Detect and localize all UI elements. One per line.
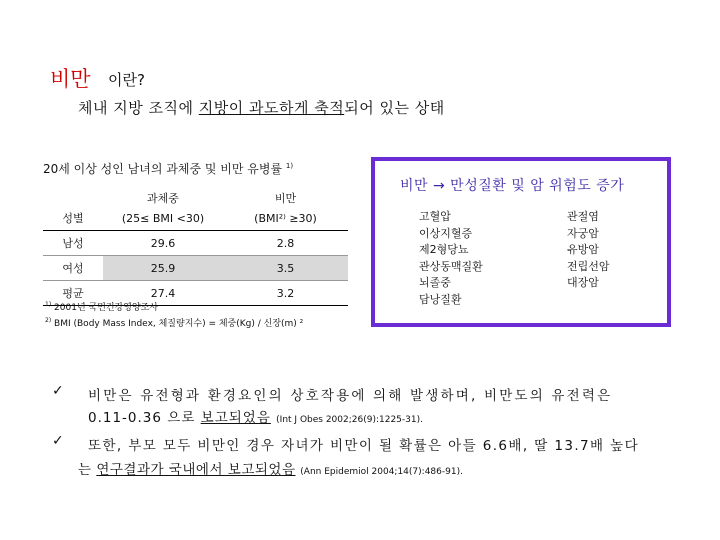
- citation: (Int J Obes 2002;26(9):1225-31).: [276, 415, 423, 425]
- risk-item: 관절염: [567, 210, 599, 223]
- footnote-mark: 1): [45, 301, 52, 308]
- definition-text-underlined: 지방이 과도하게 축적: [198, 99, 345, 117]
- risk-list-left: [419, 209, 483, 308]
- table-header-cell: (BMI²⁾ ≥30): [223, 206, 348, 231]
- risk-item: 유방암: [567, 243, 599, 256]
- footnote-text: BMI (Body Mass Index, 체질량지수) = 체중(Kg) / 신장(m) ²: [54, 319, 304, 329]
- risk-item: 대장암: [567, 276, 599, 289]
- table-caption-footnote-mark: 1): [285, 162, 294, 170]
- bullet-text: 0.11-0.36 으로: [88, 410, 201, 426]
- table-cell: 25.9: [103, 256, 223, 281]
- table-header-cell: 비만: [274, 192, 297, 205]
- risk-item: 자궁암: [567, 226, 599, 240]
- bullet-text-underlined: 보고되었음: [200, 410, 271, 426]
- table-header-cell: 성별: [43, 206, 103, 231]
- risk-item: 이상지혈증: [419, 226, 473, 240]
- risk-title: 비만 → 만성질환 및 암 위험도 증가: [400, 178, 625, 194]
- footnote: [45, 300, 158, 313]
- risk-list-right: [567, 209, 610, 292]
- citation: (Ann Epidemiol 2004;14(7):486-91).: [300, 467, 463, 477]
- table-cell: 3.2: [223, 281, 348, 306]
- bullet-line: 또한, 부모 모두 비만인 경우 자녀가 비만이 될 확률은 아들 6.6배, 딸 13.7배 높다: [88, 438, 640, 454]
- page-title: 비만: [50, 67, 91, 91]
- table-header-cell: (25≤ BMI <30): [103, 206, 223, 231]
- table-cell: 29.6: [103, 231, 223, 256]
- table-header-cell: [43, 182, 103, 206]
- table-row-label: 여성: [43, 256, 103, 281]
- prevalence-table: [43, 182, 348, 306]
- bullet-text-underlined: 연구결과가 국내에서 보고되었음: [96, 462, 296, 478]
- check-icon: ✓: [52, 433, 64, 449]
- table-row-label: 남성: [43, 231, 103, 256]
- risk-item: 고혈압: [419, 210, 451, 223]
- risk-item: 관상동맥질환: [419, 259, 483, 273]
- footnote: [45, 316, 303, 329]
- table-cell: 2.8: [223, 231, 348, 256]
- bullet-line: [78, 458, 463, 478]
- bullet-line: 비만은 유전형과 환경요인의 상호작용에 의해 발생하며, 비만도의 유전력은: [88, 388, 613, 404]
- table-row-label: 평균: [43, 281, 103, 306]
- check-icon: ✓: [52, 383, 64, 399]
- definition-text-post: 되어 있는 상태: [344, 99, 445, 117]
- risk-item: 뇌졸중: [419, 276, 451, 289]
- definition-subtitle: [78, 97, 445, 118]
- table-caption-text: 20세 이상 성인 남녀의 과체중 및 비만 유병률: [43, 162, 283, 176]
- risk-item: 전립선암: [567, 259, 610, 273]
- footnote-mark: 2): [45, 317, 52, 324]
- bullet-line: [88, 406, 423, 426]
- table-header-cell: 과체중: [147, 192, 179, 205]
- risk-item: 담낭질환: [419, 292, 462, 306]
- footnote-text: 2001년 국민건강영양조사: [54, 303, 159, 313]
- definition-text-pre: 체내 지방 조직에: [78, 99, 199, 117]
- page-title-suffix: 이란?: [108, 71, 145, 89]
- table-cell: 3.5: [223, 256, 348, 281]
- bullet-text: 는: [78, 462, 97, 478]
- table-cell: 27.4: [103, 281, 223, 306]
- risk-item: 제2형당뇨: [419, 243, 469, 256]
- table-caption: [43, 160, 293, 177]
